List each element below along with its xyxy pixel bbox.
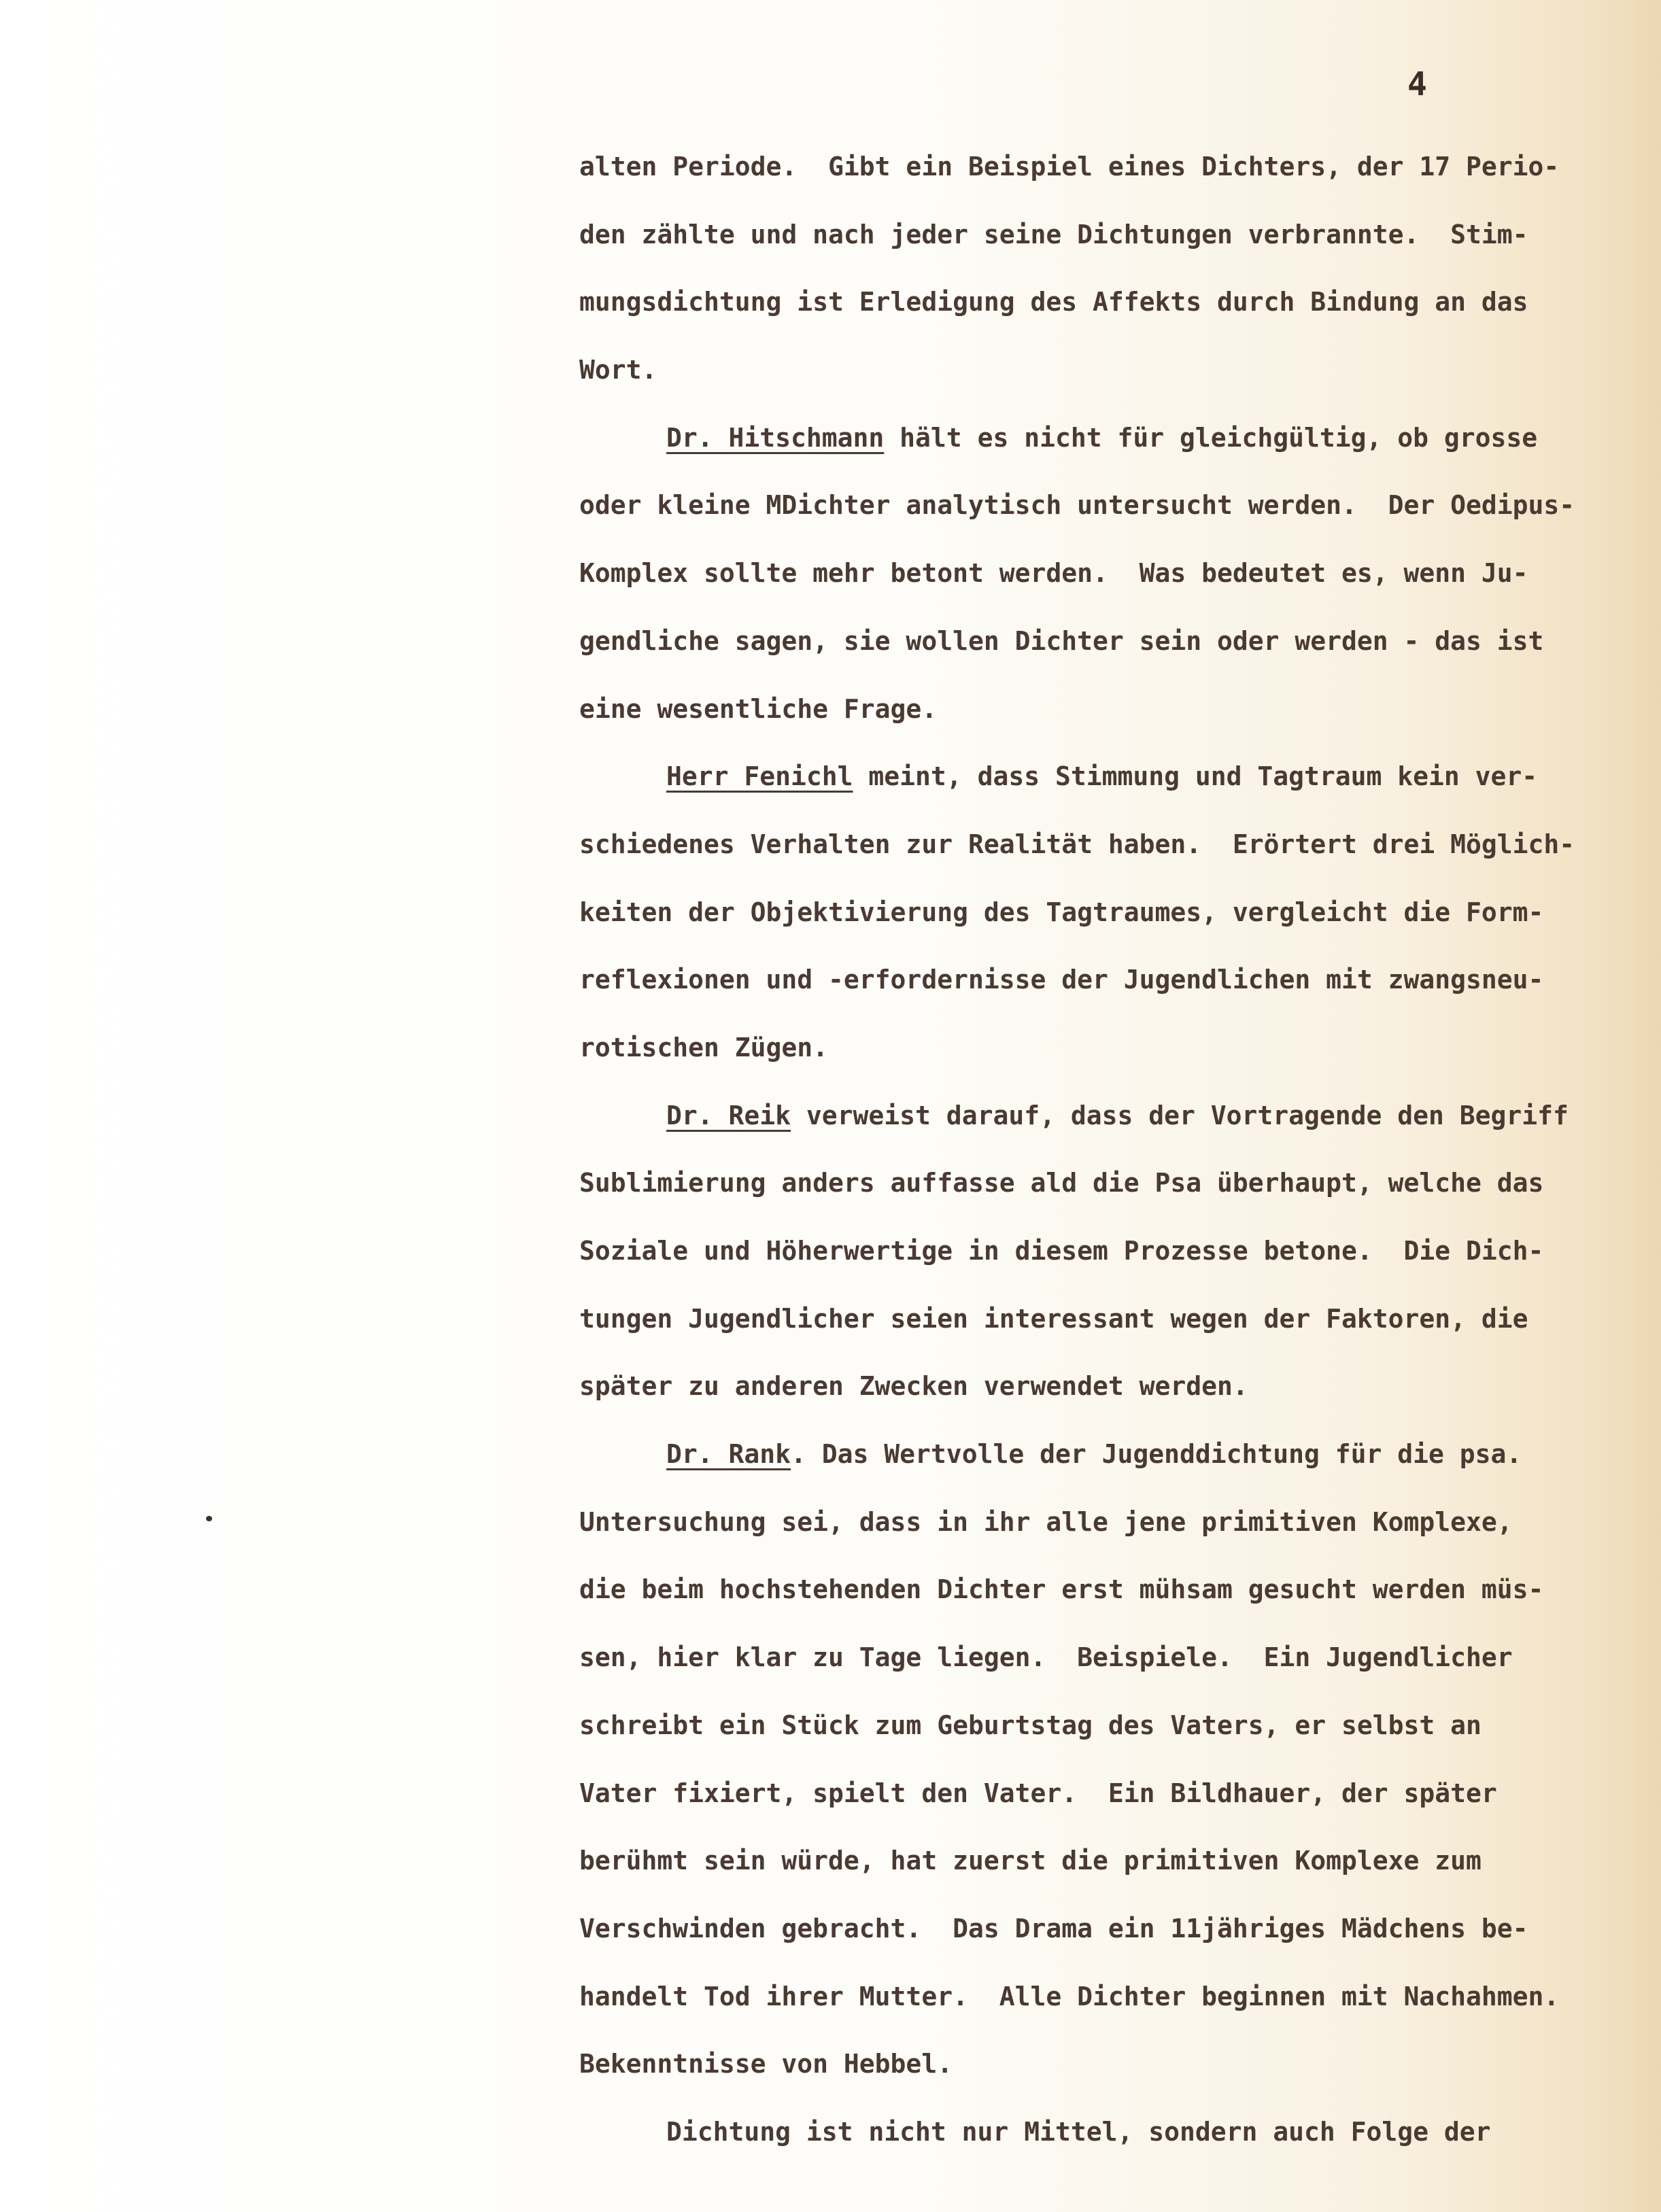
speaker-name: Dr. Hitschmann <box>666 422 885 453</box>
line-text: mungsdichtung ist Erledigung des Affekts durch Bindung an das <box>579 287 1528 317</box>
text-line <box>579 2098 1661 2166</box>
line-text: Komplex sollte mehr betont werden. Was bedeutet es, wenn Ju- <box>579 558 1528 589</box>
line-text: meint, dass Stimmung und Tagtraum kein ver- <box>853 761 1538 792</box>
line-text: gendliche sagen, sie wollen Dichter sein oder werden - das ist <box>579 625 1544 656</box>
line-text: verweist darauf, dass der Vortragende den Begriff <box>791 1100 1569 1130</box>
text-line <box>579 879 1661 947</box>
text-line <box>579 540 1661 608</box>
text-line <box>579 946 1661 1014</box>
text-line <box>579 1760 1661 1828</box>
speaker-name: Dr. Rank <box>666 1439 791 1470</box>
line-text: Bekenntnisse von Hebbel. <box>579 2049 953 2079</box>
text-line <box>579 1895 1661 1963</box>
line-text: Verschwinden gebracht. Das Drama ein 11jähriges Mädchens be- <box>579 1913 1528 1943</box>
text-line <box>579 1489 1661 1557</box>
line-text: Sublimierung anders auffasse ald die Psa überhaupt, welche das <box>579 1168 1544 1198</box>
text-line <box>579 2030 1661 2098</box>
line-text: reflexionen und -erfordernisse der Jugendlichen mit zwangsneu- <box>579 965 1544 995</box>
speaker-name: Dr. Reik <box>666 1100 791 1130</box>
line-text: Wort. <box>579 355 657 385</box>
line-text: oder kleine MDichter analytisch untersucht werden. Der Oedipus- <box>579 490 1575 521</box>
stray-ink-dot <box>206 1516 212 1521</box>
line-text: Dichtung ist nicht nur Mittel, sondern auch Folge der <box>666 2116 1491 2147</box>
line-text: die beim hochstehenden Dichter erst mühsam gesucht werden müs- <box>579 1574 1544 1605</box>
line-text: rotischen Zügen. <box>579 1032 829 1062</box>
text-line <box>579 1353 1661 1421</box>
line-text: Untersuchung sei, dass in ihr alle jene primitiven Komplexe, <box>579 1506 1513 1537</box>
text-line <box>579 269 1661 336</box>
line-text: Vater fixiert, spielt den Vater. Ein Bildhauer, der später <box>579 1778 1497 1808</box>
text-line <box>579 676 1661 744</box>
line-text: später zu anderen Zwecken verwendet werden. <box>579 1371 1248 1402</box>
line-text: Soziale und Höherwertige in diesem Prozesse betone. Die Dich- <box>579 1236 1544 1266</box>
line-text: sen, hier klar zu Tage liegen. Beispiele. Ein Jugendlicher <box>579 1642 1513 1673</box>
line-text: hält es nicht für gleichgültig, ob grosse <box>884 422 1538 453</box>
line-text: . Das Wertvolle der Jugenddichtung für die psa. <box>791 1439 1522 1470</box>
text-line <box>579 811 1661 879</box>
line-text: handelt Tod ihrer Mutter. Alle Dichter beginnen mit Nachahmen. <box>579 1981 1560 2011</box>
line-text: keiten der Objektivierung des Tagtraumes, vergleicht die Form- <box>579 897 1544 927</box>
text-line <box>579 1827 1661 1895</box>
text-line <box>579 404 1661 472</box>
text-line <box>579 608 1661 676</box>
text-line <box>579 1014 1661 1082</box>
typed-text-body <box>579 133 1661 2166</box>
line-text: tungen Jugendlicher seien interessant wegen der Faktoren, die <box>579 1303 1528 1334</box>
text-line <box>579 336 1661 404</box>
text-line <box>579 743 1661 811</box>
text-line <box>579 1421 1661 1489</box>
page-number: 4 <box>1407 65 1427 103</box>
speaker-name: Herr Fenichl <box>666 761 853 792</box>
line-text: berühmt sein würde, hat zuerst die primitiven Komplexe zum <box>579 1846 1482 1876</box>
text-line <box>579 201 1661 269</box>
text-line <box>579 472 1661 540</box>
text-line <box>579 1150 1661 1217</box>
text-line <box>579 1963 1661 2031</box>
text-line <box>579 1692 1661 1760</box>
text-line <box>579 1217 1661 1285</box>
text-line <box>579 1624 1661 1692</box>
line-text: den zählte und nach jeder seine Dichtungen verbrannte. Stim- <box>579 219 1528 249</box>
text-line <box>579 133 1661 201</box>
line-text: schreibt ein Stück zum Geburtstag des Vaters, er selbst an <box>579 1710 1482 1740</box>
line-text: eine wesentliche Frage. <box>579 693 938 724</box>
line-text: schiedenes Verhalten zur Realität haben. Erörtert drei Möglich- <box>579 829 1575 859</box>
line-text: alten Periode. Gibt ein Beispiel eines Dichters, der 17 Perio- <box>579 152 1560 182</box>
text-line <box>579 1556 1661 1624</box>
text-line <box>579 1285 1661 1353</box>
text-line <box>579 1082 1661 1150</box>
